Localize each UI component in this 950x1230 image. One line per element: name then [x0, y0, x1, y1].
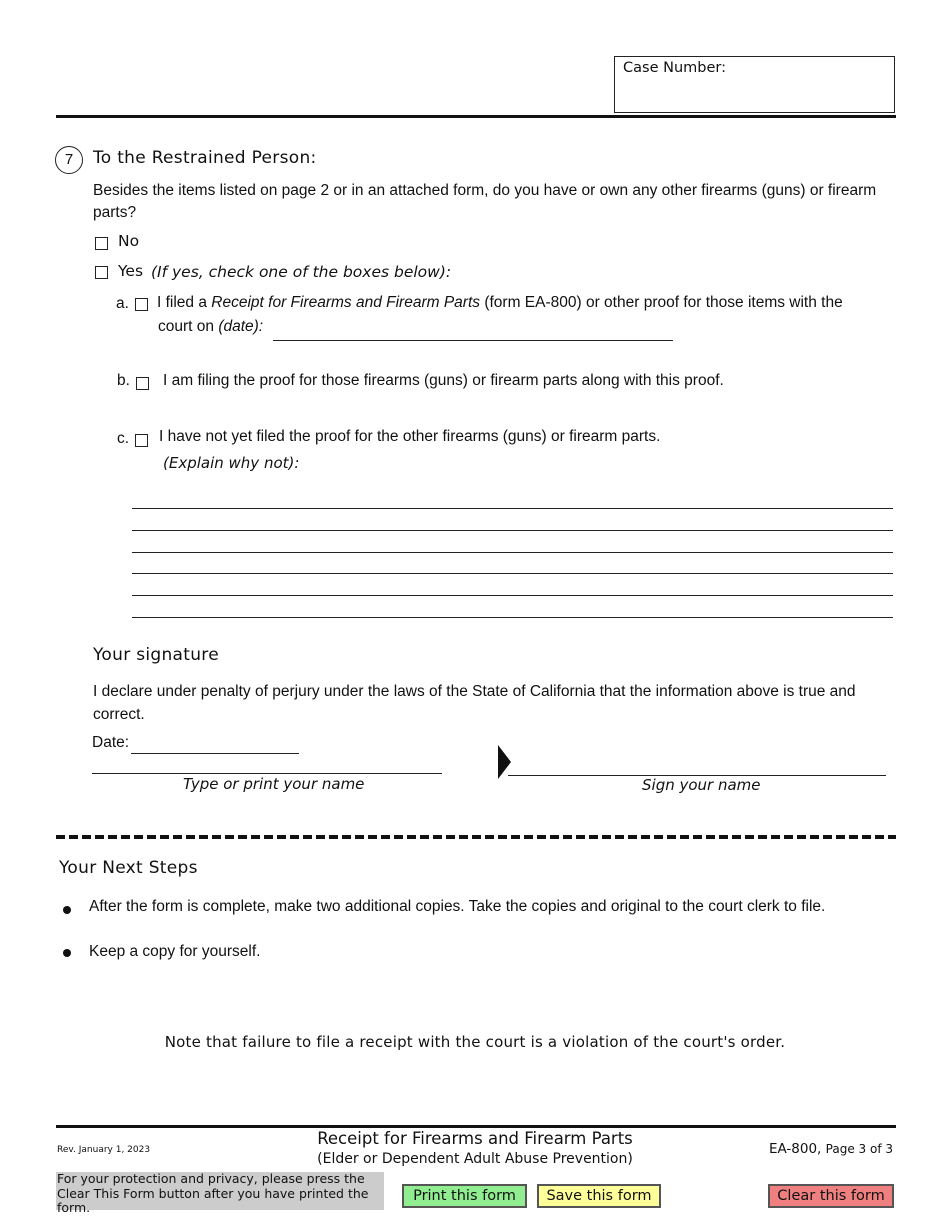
next-step-item: After the form is complete, make two additional copies. Take the copies and original to the court clerk to file. [89, 898, 826, 915]
date-field[interactable] [131, 753, 299, 754]
form-id [769, 1141, 893, 1157]
bullet-icon [63, 906, 71, 914]
option-c-explain: (Explain why not): [163, 454, 300, 472]
clear-button[interactable]: Clear this form [768, 1184, 894, 1208]
option-b-text: I am filing the proof for those firearms (guns) or firearm parts along with this proof. [163, 372, 724, 389]
item-number: 7 [64, 151, 74, 168]
sign-arrow-icon [498, 745, 511, 779]
option-a-form-title: Receipt for Firearms and Firearm Parts [211, 294, 481, 311]
privacy-note: For your protection and privacy, please press the Clear This Form button after you have printed the form. [56, 1172, 384, 1210]
no-checkbox[interactable] [95, 237, 108, 250]
option-a-text [157, 294, 843, 312]
next-step-item: Keep a copy for yourself. [89, 943, 261, 960]
explain-line[interactable] [132, 595, 893, 596]
printed-name-caption: Type or print your name [183, 775, 365, 793]
option-b-checkbox[interactable] [136, 377, 149, 390]
option-a-line2 [158, 318, 263, 336]
signature-heading: Your signature [93, 645, 219, 665]
header-rule [56, 115, 896, 118]
option-a-checkbox[interactable] [135, 298, 148, 311]
explain-line[interactable] [132, 508, 893, 509]
form-number: EA-800, [768, 1141, 822, 1157]
yes-checkbox[interactable] [95, 266, 108, 279]
option-a-date-field[interactable] [273, 340, 673, 341]
item-title: To the Restrained Person: [93, 148, 317, 168]
option-c-letter: c. [117, 430, 130, 447]
dashed-divider [56, 835, 896, 839]
no-label: No [118, 232, 140, 250]
yes-label: Yes [118, 262, 144, 280]
option-c-checkbox[interactable] [135, 434, 148, 447]
explain-line[interactable] [132, 573, 893, 574]
explain-line[interactable] [132, 617, 893, 618]
footer-rule [56, 1125, 896, 1128]
item-question: Besides the items listed on page 2 or in an attached form, do you have or own any other firearms (guns) or firearm parts? [93, 182, 877, 221]
declaration-text: I declare under penalty of perjury under the laws of the State of California that the information above is true and correct. [93, 683, 856, 723]
yes-note: (If yes, check one of the boxes below): [151, 263, 452, 281]
next-steps-heading: Your Next Steps [59, 858, 198, 878]
option-a-text-end: (form EA-800) or other proof for those items with the [480, 294, 843, 311]
case-number-box[interactable] [614, 56, 895, 113]
case-number-label: Case Number: [623, 60, 726, 76]
option-a-letter: a. [116, 295, 129, 312]
option-b-letter: b. [117, 372, 130, 389]
option-c-text: I have not yet filed the proof for the other firearms (guns) or firearm parts. [159, 428, 661, 445]
revision-date: Rev. January 1, 2023 [57, 1145, 151, 1155]
item-number-circle [55, 146, 83, 174]
date-label: Date: [92, 734, 130, 751]
explain-line[interactable] [132, 530, 893, 531]
form-title: Receipt for Firearms and Firearm Parts [317, 1129, 633, 1148]
save-button[interactable]: Save this form [537, 1184, 661, 1208]
form-subtitle: (Elder or Dependent Adult Abuse Prevention) [317, 1151, 633, 1167]
option-a-court-on: court on [158, 318, 219, 335]
option-a-text-start: I filed a [157, 294, 212, 311]
signature-caption: Sign your name [642, 776, 761, 794]
bullet-icon [63, 949, 71, 957]
print-button[interactable]: Print this form [402, 1184, 527, 1208]
page-number: Page 3 of 3 [825, 1142, 893, 1156]
option-a-date-label: (date): [218, 318, 264, 335]
printed-name-field[interactable] [92, 773, 442, 774]
violation-note: Note that failure to file a receipt with the court is a violation of the court's order. [164, 1033, 786, 1051]
explain-line[interactable] [132, 552, 893, 553]
